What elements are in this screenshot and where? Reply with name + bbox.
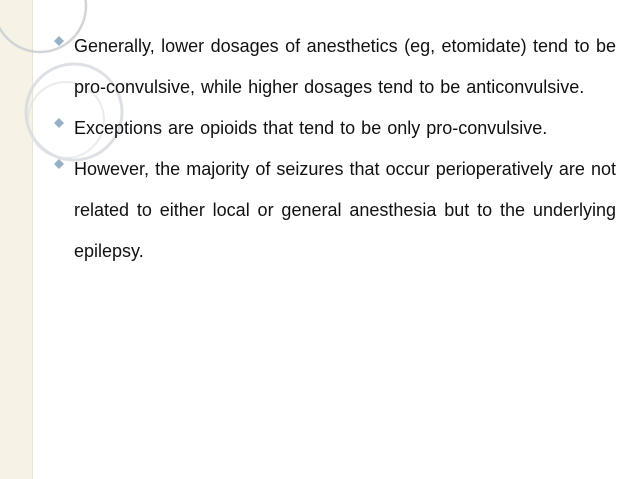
bullet-item bbox=[54, 26, 616, 108]
bullet-text: Generally, lower dosages of anesthetics (eg, etomidate) tend to be pro-convulsive, while higher dosages tend to be anticonvulsive. bbox=[74, 36, 616, 97]
diamond-bullet-icon bbox=[54, 36, 64, 46]
bullet-text: Exceptions are opioids that tend to be only pro-convulsive. bbox=[74, 118, 548, 138]
bullet-text: However, the majority of seizures that occur perioperatively are not related to either local or general anesthesia but to the underlying epilepsy. bbox=[74, 159, 616, 261]
diamond-bullet-icon bbox=[54, 159, 64, 169]
bullet-item bbox=[54, 108, 616, 149]
bullet-list bbox=[54, 26, 616, 272]
bullet-item bbox=[54, 149, 616, 272]
diamond-bullet-icon bbox=[54, 118, 64, 128]
